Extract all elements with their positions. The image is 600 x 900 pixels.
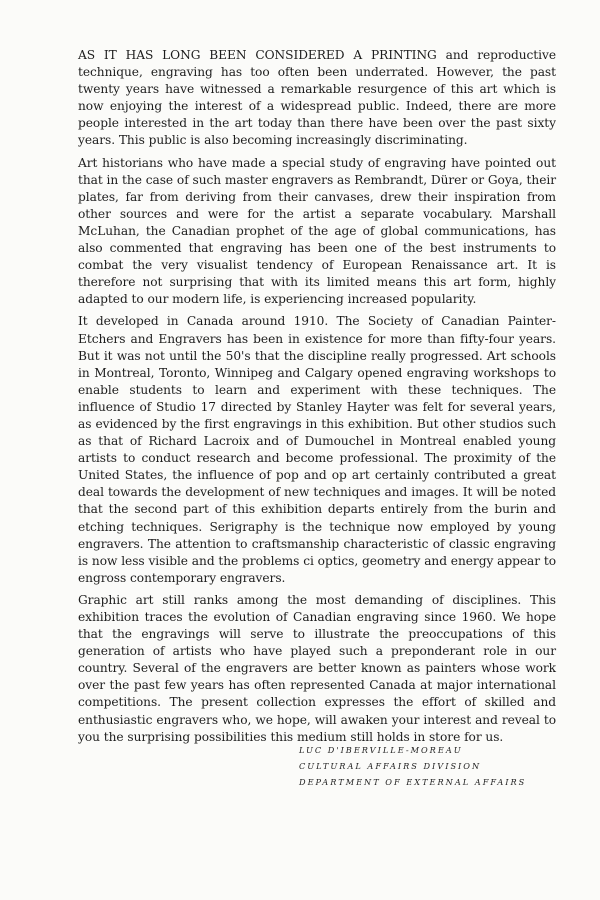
signature-name: LUC D'IBERVILLE-MOREAU bbox=[299, 745, 463, 755]
body-text bbox=[78, 47, 556, 751]
paragraph-4: Graphic art still ranks among the most demanding of disciplines. This exhibition traces the evolution of Canadian engraving since 1960. We hope that the engravings will serve to illustrate the preoccupations of this generation of artists who have played such a preponderant role in our country. Several of the engravers are better known as painters whose work over the past few years has often represented Canada at major international competitions. The present collection expresses the effort of skilled and enthusiastic engravers who, we hope, will awaken your interest and reveal to you the surprising possibilities this medium still holds in store for us. bbox=[78, 592, 556, 744]
paragraph-3: It developed in Canada around 1910. The Society of Canadian Painter-Etchers and Engravers has been in existence for more than fifty-four years. But it was not until the 50's that the discipline really progressed. Art schools in Montreal, Toronto, Winnipeg and Calgary opened engraving workshops to enable students to learn and experiment with these techniques. The influence of Studio 17 directed by Stanley Hayter was felt for several years, as evidenced by the first engravings in this exhibition. But other studios such as that of Richard Lacroix and of Dumouchel in Montreal enabled young artists to conduct research and become professional. The proximity of the United States, the influence of pop and op art certainly contributed a great deal towards the development of new techniques and images. It will be noted that the second part of this exhibition departs entirely from the burin and etching techniques. Serigraphy is the technique now employed by young engravers. The attention to craftsmanship characteristic of classic engraving is now less visible and the problems ci optics, geometry and energy appear to engross contemporary engravers. bbox=[78, 314, 556, 585]
signature-block bbox=[299, 742, 526, 790]
signature-department: DEPARTMENT OF EXTERNAL AFFAIRS bbox=[299, 777, 527, 787]
signature-division: CULTURAL AFFAIRS DIVISION bbox=[299, 761, 482, 771]
paragraph-2: Art historians who have made a special study of engraving have pointed out that in the case of such master engravers as Rembrandt, Dürer or Goya, their plates, far from deriving from their canvases, drew their inspiration from other sources and were for the artist a separate vocabulary. Marshall McLuhan, the Canadian prophet of the age of global communications, has also commented that engraving has been one of the best instruments to combat the very visualist tendency of European Renaissance art. It is therefore not surprising that with its limited means this art form, highly adapted to our modern life, is experiencing increased popularity. bbox=[78, 155, 556, 307]
paragraph-1: AS IT HAS LONG BEEN CONSIDERED A PRINTING and reproductive technique, engraving has too often been underrated. However, the past twenty years have witnessed a remarkable resurgence of this art which is now enjoying the interest of a widespread public. Indeed, there are more people interested in the art today than there have been over the past sixty years. This public is also becoming increasingly discriminating. bbox=[78, 48, 556, 148]
